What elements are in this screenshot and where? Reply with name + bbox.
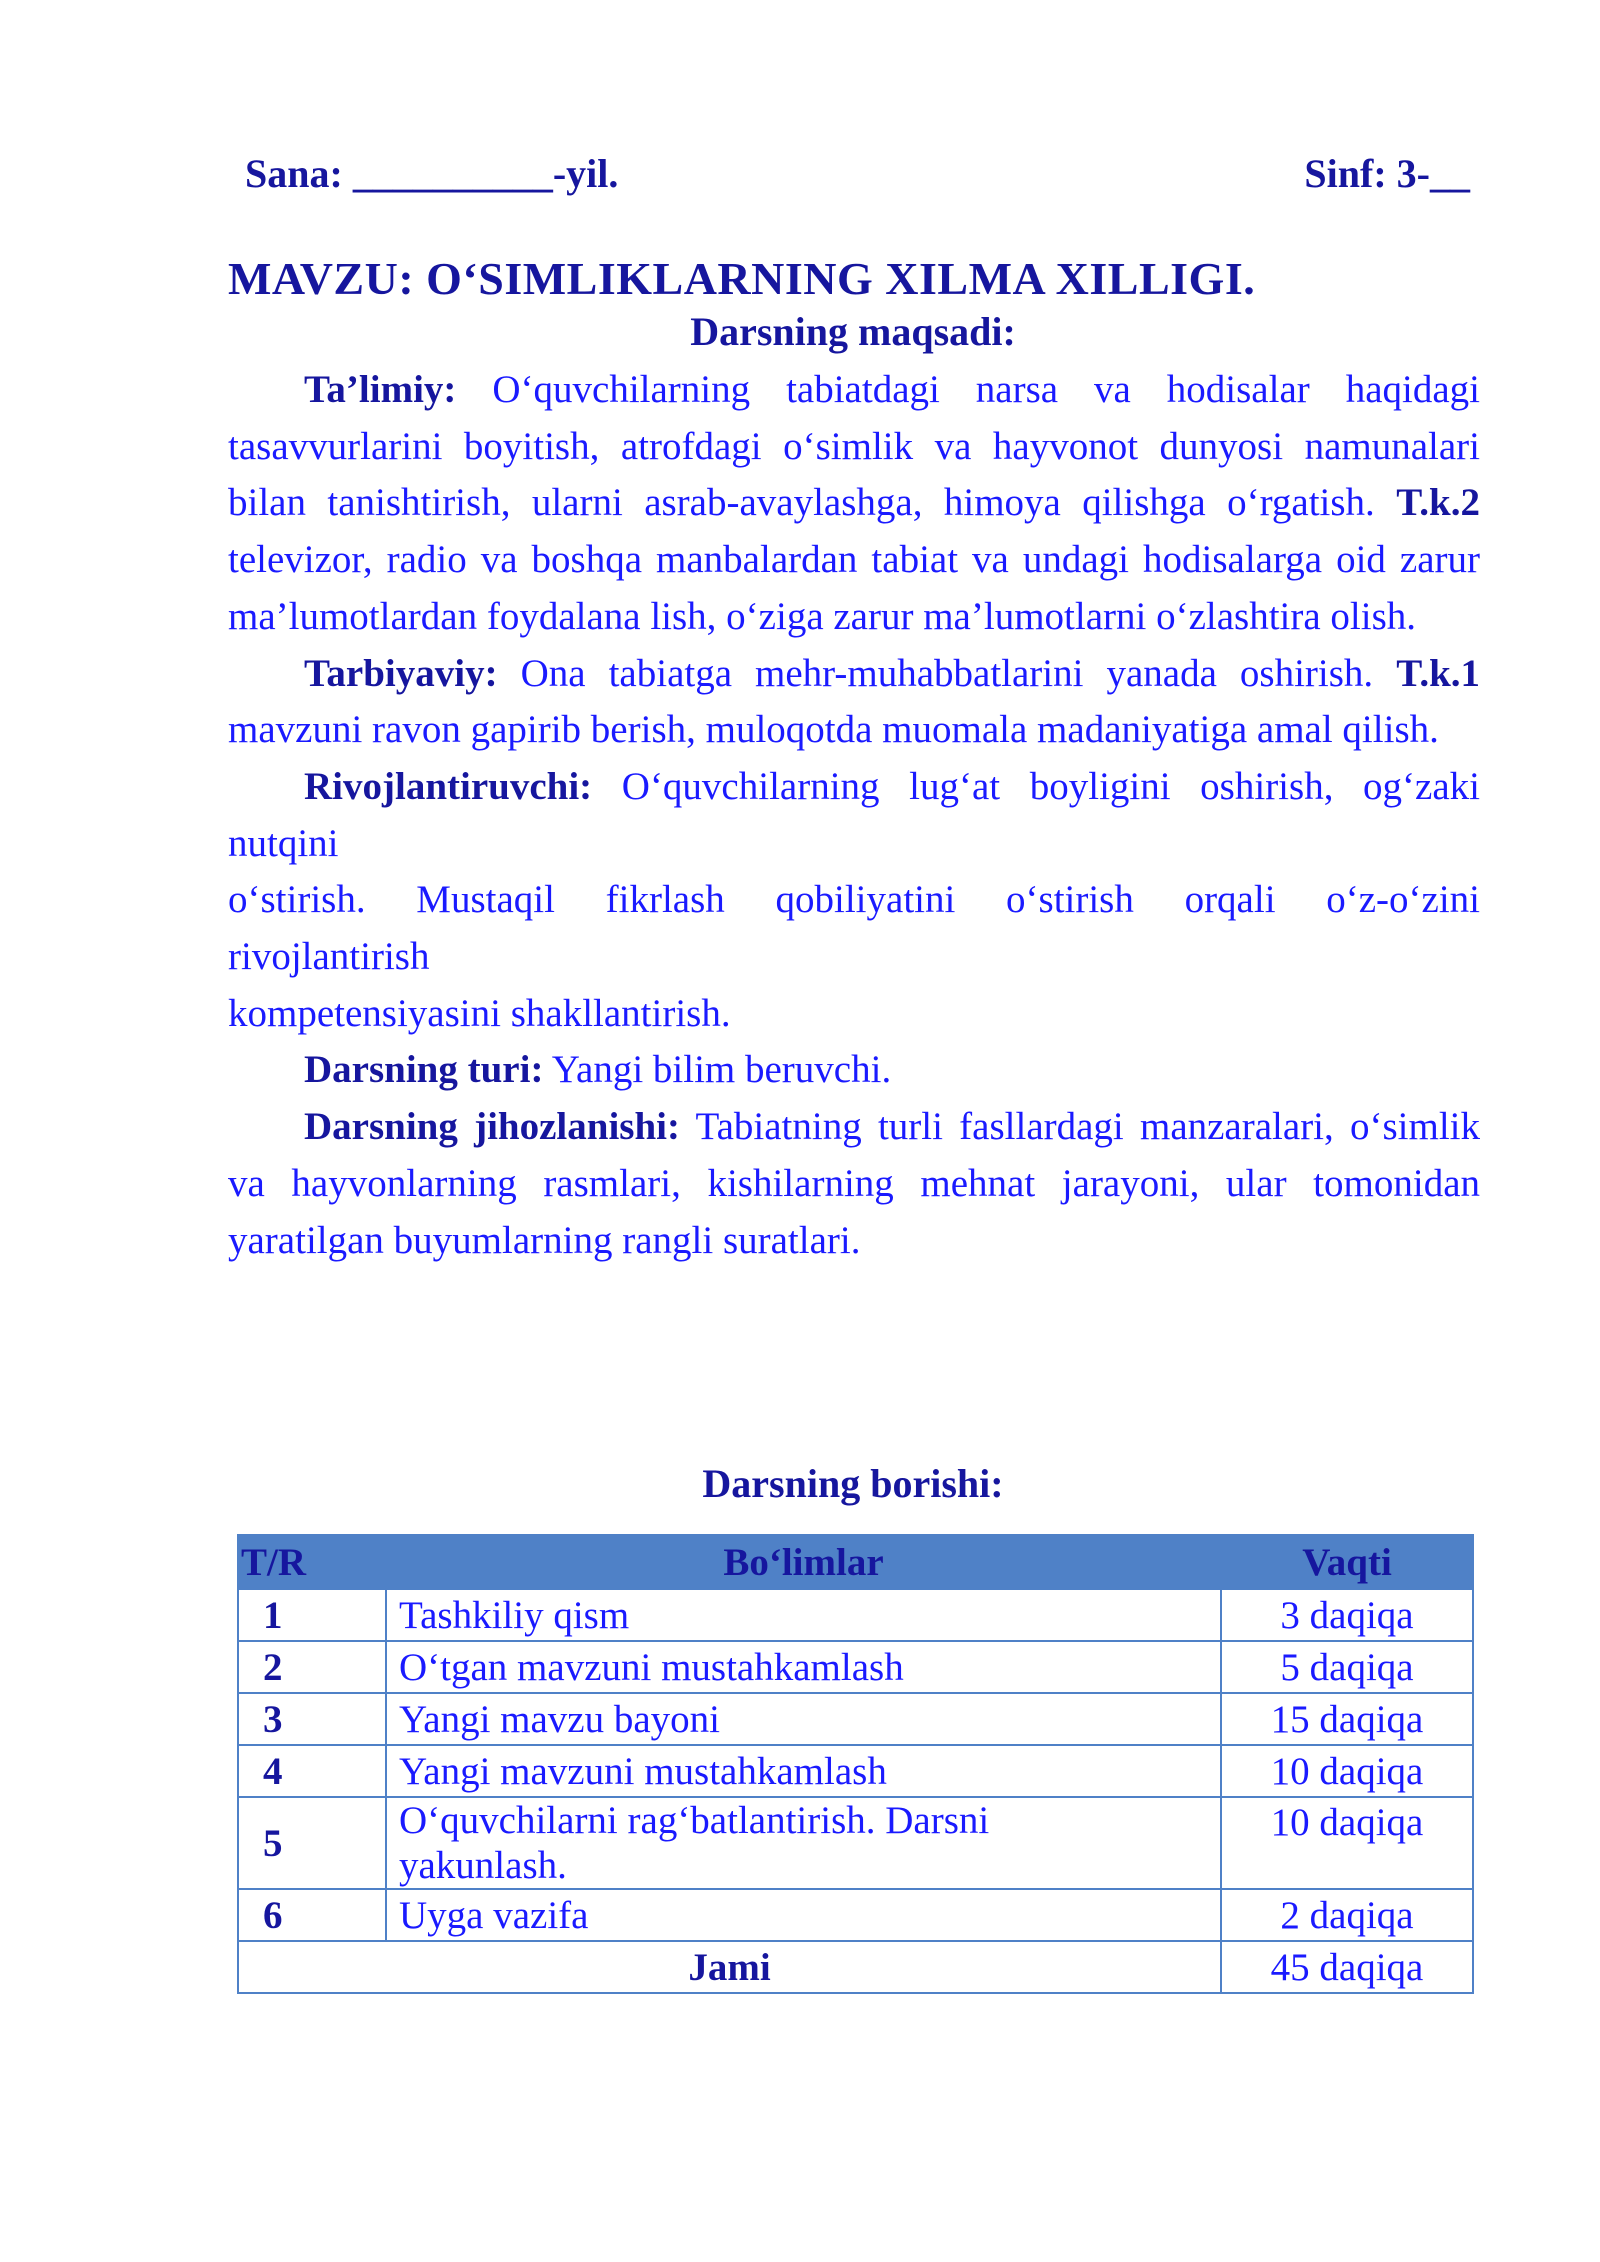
table-row xyxy=(238,1693,1473,1745)
upbringing-code: T.k.1 xyxy=(1396,651,1481,695)
topic-heading xyxy=(228,252,1478,305)
lesson-course-table xyxy=(237,1534,1474,1994)
row-time: 3 daqiqa xyxy=(1221,1589,1473,1641)
date-label: Sana: xyxy=(245,151,343,196)
row-section: Uyga vazifa xyxy=(386,1889,1221,1941)
table-row xyxy=(238,1889,1473,1941)
total-label: Jami xyxy=(238,1941,1221,1993)
row-time: 10 daqiqa xyxy=(1221,1745,1473,1797)
table-row xyxy=(238,1745,1473,1797)
date-blank: __________ xyxy=(352,151,553,196)
lesson-type-label: Darsning turi: xyxy=(304,1048,544,1092)
developmental-label: Rivojlantiruvchi: xyxy=(304,764,593,808)
row-time: 2 daqiqa xyxy=(1221,1889,1473,1941)
topic-label: MAVZU: xyxy=(228,253,415,304)
row-section: Yangi mavzuni mustahkamlash xyxy=(386,1745,1221,1797)
lesson-description xyxy=(228,362,1480,1269)
developmental-line-5: kompetensiyasini shakllantirish. xyxy=(228,991,731,1035)
header-time: Vaqti xyxy=(1221,1535,1473,1589)
table-header-row xyxy=(238,1535,1473,1589)
row-section-line-2: yakunlash. xyxy=(399,1844,567,1887)
upbringing-text-1: Ona tabiatga mehr-muhabbatlarini yanada oshirish. xyxy=(520,651,1374,695)
row-section: O‘tgan mavzuni mustahkamlash xyxy=(386,1641,1221,1693)
row-time: 10 daqiqa xyxy=(1221,1797,1473,1889)
row-num: 4 xyxy=(238,1745,386,1797)
date-field xyxy=(245,150,618,197)
upbringing-label: Tarbiyaviy: xyxy=(304,651,498,695)
developmental-line-1 xyxy=(228,759,1480,816)
row-time: 15 daqiqa xyxy=(1221,1693,1473,1745)
row-num: 3 xyxy=(238,1693,386,1745)
educational-aim xyxy=(228,362,1480,646)
developmental-text-1: O‘quvchilarning lug‘at boyligini oshirish, og‘zaki xyxy=(621,764,1480,808)
lesson-type xyxy=(228,1042,1480,1099)
header-row xyxy=(245,150,1470,197)
class-field xyxy=(1304,150,1470,197)
developmental-line-4: rivojlantirish xyxy=(228,935,430,979)
educational-text-1: O‘quvchilarning tabiatdagi narsa va hodisalar haqidagi tasavvurlarini boyitish, atrofdagi o‘simlik va hayvonot dunyosi namunalari bilan tanishtirish, ularni asrab-avaylashga, himoya qilishga o‘rgatish. xyxy=(228,368,1480,525)
header-section: Bo‘limlar xyxy=(386,1535,1221,1589)
table-row xyxy=(238,1641,1473,1693)
table-row xyxy=(238,1797,1473,1889)
table-total-row xyxy=(238,1941,1473,1993)
row-section: Yangi mavzu bayoni xyxy=(386,1693,1221,1745)
lesson-equipment xyxy=(228,1099,1480,1269)
developmental-line-3: o‘stirish. Mustaqil fikrlash qobiliyatini o‘stirish orqali o‘z-o‘zini xyxy=(228,878,1480,922)
topic-title: O‘SIMLIKLARNING XILMA XILLIGI. xyxy=(426,253,1256,304)
table-row xyxy=(238,1589,1473,1641)
developmental-aim xyxy=(228,759,1480,1043)
row-num: 2 xyxy=(238,1641,386,1693)
class-value: 3-__ xyxy=(1396,151,1470,196)
row-section: Tashkiliy qism xyxy=(386,1589,1221,1641)
lesson-type-text: Yangi bilim beruvchi. xyxy=(551,1048,892,1092)
class-label: Sinf: xyxy=(1304,151,1387,196)
row-num: 6 xyxy=(238,1889,386,1941)
developmental-line-2: nutqini xyxy=(228,821,339,865)
row-num: 5 xyxy=(238,1797,386,1889)
upbringing-aim xyxy=(228,646,1480,759)
row-section xyxy=(386,1797,1221,1889)
educational-label: Ta’limiy: xyxy=(304,368,457,411)
aims-title: Darsning maqsadi: xyxy=(690,309,1016,354)
equipment-text: Tabiatning turli fasllardagi manzaralari, o‘simlik va hayvonlarning rasmlari, kishilarning mehnat jarayoni, ular tomonidan yaratilgan buyumlarning rangli suratlari. xyxy=(228,1105,1480,1262)
educational-code: T.k.2 xyxy=(1396,481,1480,525)
row-section-line-1: O‘quvchilarni rag‘batlantirish. Darsni xyxy=(399,1799,990,1842)
year-suffix: -yil. xyxy=(552,151,619,196)
educational-text-2: televizor, radio va boshqa manbalardan tabiat va undagi hodisalarga oid zarur ma’lumotlardan foydalana lish, o‘ziga zarur ma’lumotlarni o‘zlashtira olish. xyxy=(228,538,1480,638)
lesson-course-title: Darsning borishi: xyxy=(702,1461,1004,1506)
upbringing-text-2: mavzuni ravon gapirib berish, muloqotda muomala madaniyatiga amal qilish. xyxy=(228,708,1439,752)
total-time: 45 daqiqa xyxy=(1221,1941,1473,1993)
header-num: T/R xyxy=(238,1535,386,1589)
row-time: 5 daqiqa xyxy=(1221,1641,1473,1693)
equipment-label: Darsning jihozlanishi: xyxy=(304,1105,680,1149)
row-num: 1 xyxy=(238,1589,386,1641)
